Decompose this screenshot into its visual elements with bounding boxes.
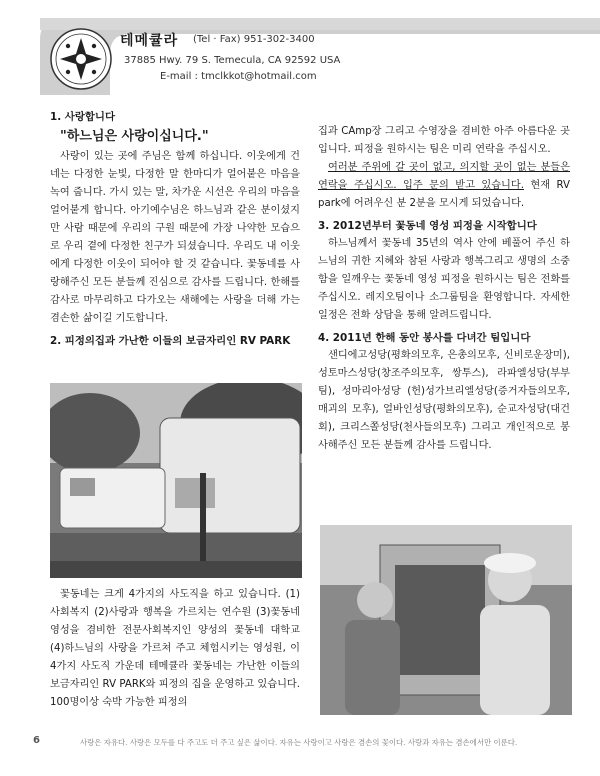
section-1-heading: 1. 사랑합니다 [50,111,115,123]
notice-tail: 현재 RV park에 어려우신 분 2분을 모시게 되었습니다. [318,180,570,209]
section-3-body: 하느님께서 꽃동네 35년의 역사 안에 베풀어 주신 하느님의 귀한 지혜와 참된 사랑과 행복그리고 생명의 소중함을 일깨우는 꽃동네 영성 피정을 원하시는 팀은 전화를 주십시오. 레지오팀이나 소그룹팀을 환영합니다. 자세한 일정은 전화 상담을 통해 알려드립니다. [318,238,570,321]
left-column [50,108,300,350]
section-3-heading: 3. 2012년부터 꽃동네 영성 피정을 시작합니다 [318,220,537,232]
section-2-heading: 2. 피정의집과 가난한 이들의 보금자리인 RV PARK [50,335,291,347]
section-1-body: 사랑이 있는 곳에 주님은 함께 하십니다. 이웃에게 건네는 다정한 눈빛, 다정한 말 한마디가 얼어붙은 마음을 녹여 줍니다. 가시 있는 말, 차가운 시선은 우리의 마음을 얼어붙게 합니다. 아기예수님은 하느님과 같은 분이셨지만 사람 때문에 우리의 구원 때문에 가장 나약한 모습으로 우리 곁에 다정한 친구가 되셨습니다. 우리도 내 이웃에게 다정한 이웃이 되어야 할 것 같습니다. 꽃동네를 사랑해주신 모든 분들께 진심으로 감사를 드립니다. 한해를 감사로 마무리하고 다가오는 새해에는 사랑을 더해 가는 겸손한 삶이길 기도합니다. [50,151,300,324]
rv-park-photo [50,383,302,578]
section-4-body: 샌디에고성당(평화의모후, 은총의모후, 신비로운장미), 성토마스성당(창조주의모후, 쌍투스), 라파엘성당(부부팀), 성마리아성당 (헌)성가브리엘성당(증거자들의모후, 매괴의 모후), 얼바인성당(평화의모후), 순교자성당(대건회), 크리스쫄성당(천사들의모후) 그리고 개인적으로 봉사해주신 모든 분들께 감사를 드립니다. [318,350,570,451]
kkottongnae-logo [50,28,112,90]
email-address: E-mail : tmclkkot@hotmail.com [160,71,317,82]
volunteers-photo [320,525,572,715]
address: 37885 Hwy. 79 S. Temecula, CA 92592 USA [124,55,341,66]
section-2-notice [318,159,570,213]
section-4-heading: 4. 2011년 한해 동안 봉사를 다녀간 팀입니다 [318,332,531,344]
org-name: 테메큘라 [120,33,179,49]
page-number: 6 [33,735,40,746]
notice-underlined: 여러분 주위에 갈 곳이 없고, 의지할 곳이 없는 분들은 연락을 주십시오. 입주 문의 받고 있습니다. [318,162,570,191]
section-2-continued: 집과 CAmp장 그리고 수영장을 겸비한 아주 아름다운 곳입니다. 피정을 원하시는 팀은 미리 연락을 주십시오. [318,126,570,155]
tel-fax: (Tel · Fax) 951-302-3400 [193,34,315,45]
section-2-body: 꽃동네는 크게 4가지의 사도직을 하고 있습니다. (1)사회복지 (2)사랑과 행복을 가르치는 연수원 (3)꽃동네 영성을 겸비한 전문사회복지인 양성의 꽃동네 대학교 (4)하느님의 사랑을 가르쳐 주고 체험시키는 영성원, 이 4가지 사도직 가운데 테메큘라 꽃동네는 가난한 이들의 보금자리인 RV PARK와 피정의 집을 운영하고 있습니다. 100명이상 숙박 가능한 피정의 [50,589,300,708]
left-column-bottom [50,586,300,712]
right-column [318,123,570,455]
footer-motto: 사랑은 자유다. 사랑은 모두를 다 주고도 더 주고 싶은 삶이다. 자유는 사랑이고 사랑은 겸손의 꽃이다. 사랑과 자유는 겸손에서만 이룬다. [80,738,518,747]
section-1-quote: "하느님은 사랑이십니다." [60,129,209,144]
